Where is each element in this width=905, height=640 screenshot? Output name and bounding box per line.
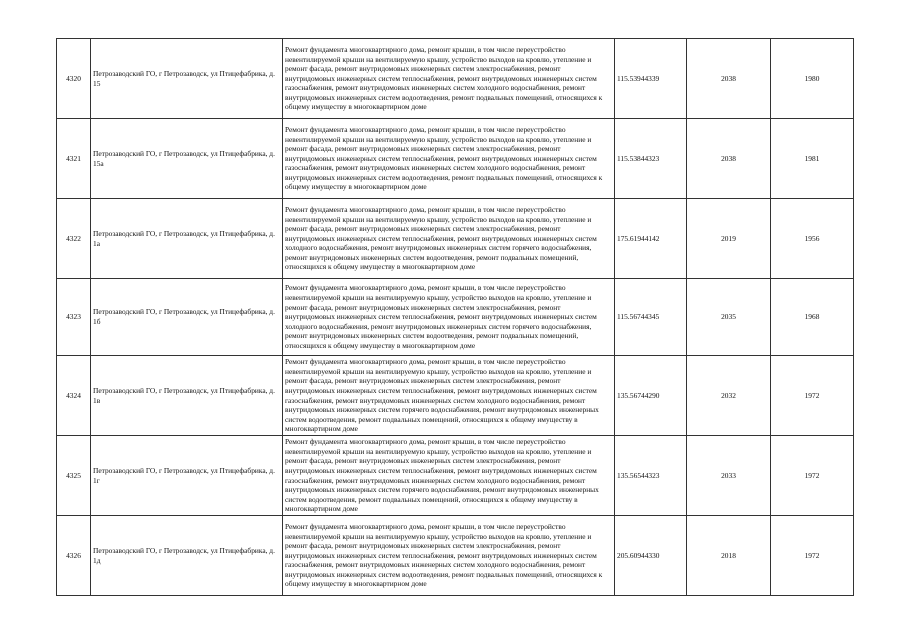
built-year-cell: 1972 (771, 436, 854, 516)
built-year-cell: 1972 (771, 516, 854, 596)
table-row (57, 199, 854, 279)
code-cell: 115.53844323 (615, 119, 687, 199)
address-cell: Петрозаводский ГО, г Петрозаводск, ул Птицефабрика, д. 1б (91, 279, 283, 356)
capital-repair-table (56, 38, 854, 596)
works-cell: Ремонт фундамента многоквартирного дома, ремонт крыши, в том числе переустройство невентилируемой крыши на вентилируемую крышу, устройство выходов на кровлю, утепление и ремонт фасада, ремонт внутридомовых инженерных систем электроснабжения, ремонт внутридомовых инженерных систем теплоснабжения, ремонт внутридомовых инженерных систем холодного водоснабжения, ремонт внутридомовых инженерных систем горячего водоснабжения, ремонт внутридомовых инженерных систем водоотведения, ремонт подвальных помещений, относящихся к общему имуществу в многоквартирном доме (283, 279, 615, 356)
row-number: 4323 (57, 279, 91, 356)
row-number: 4321 (57, 119, 91, 199)
address-cell: Петрозаводский ГО, г Петрозаводск, ул Птицефабрика, д. 15 (91, 39, 283, 119)
address-cell: Петрозаводский ГО, г Петрозаводск, ул Птицефабрика, д. 15а (91, 119, 283, 199)
built-year-cell: 1981 (771, 119, 854, 199)
planned-year-cell: 2038 (687, 39, 771, 119)
planned-year-cell: 2035 (687, 279, 771, 356)
works-cell: Ремонт фундамента многоквартирного дома, ремонт крыши, в том числе переустройство невентилируемой крыши на вентилируемую крышу, устройство выходов на кровлю, утепление и ремонт фасада, ремонт внутридомовых инженерных систем электроснабжения, ремонт внутридомовых инженерных систем теплоснабжения, ремонт внутридомовых инженерных систем газоснабжения, ремонт внутридомовых инженерных систем холодного водоснабжения, ремонт внутридомовых инженерных систем водоотведения, ремонт подвальных помещений, относящихся к общему имуществу в многоквартирном доме (283, 516, 615, 596)
address-cell: Петрозаводский ГО, г Петрозаводск, ул Птицефабрика, д. 1д (91, 516, 283, 596)
code-cell: 175.61944142 (615, 199, 687, 279)
code-cell: 115.53944339 (615, 39, 687, 119)
row-number: 4326 (57, 516, 91, 596)
code-cell: 135.56544323 (615, 436, 687, 516)
built-year-cell: 1972 (771, 356, 854, 436)
table-row (57, 279, 854, 356)
works-cell: Ремонт фундамента многоквартирного дома, ремонт крыши, в том числе переустройство невентилируемой крыши на вентилируемую крышу, устройство выходов на кровлю, утепление и ремонт фасада, ремонт внутридомовых инженерных систем электроснабжения, ремонт внутридомовых инженерных систем теплоснабжения, ремонт внутридомовых инженерных систем газоснабжения, ремонт внутридомовых инженерных систем холодного водоснабжения, ремонт внутридомовых инженерных систем водоотведения, ремонт подвальных помещений, относящихся к общему имуществу в многоквартирном доме (283, 39, 615, 119)
works-cell: Ремонт фундамента многоквартирного дома, ремонт крыши, в том числе переустройство невентилируемой крыши на вентилируемую крышу, устройство выходов на кровлю, утепление и ремонт фасада, ремонт внутридомовых инженерных систем электроснабжения, ремонт внутридомовых инженерных систем теплоснабжения, ремонт внутридомовых инженерных систем газоснабжения, ремонт внутридомовых инженерных систем холодного водоснабжения, ремонт внутридомовых инженерных систем горячего водоснабжения, ремонт внутридомовых инженерных систем водоотведения, ремонт подвальных помещений, относящихся к общему имуществу в многоквартирном доме (283, 436, 615, 516)
table-row (57, 119, 854, 199)
address-cell: Петрозаводский ГО, г Петрозаводск, ул Птицефабрика, д. 1а (91, 199, 283, 279)
built-year-cell: 1968 (771, 279, 854, 356)
address-cell: Петрозаводский ГО, г Петрозаводск, ул Птицефабрика, д. 1в (91, 356, 283, 436)
row-number: 4320 (57, 39, 91, 119)
table-row (57, 356, 854, 436)
works-cell: Ремонт фундамента многоквартирного дома, ремонт крыши, в том числе переустройство невентилируемой крыши на вентилируемую крышу, устройство выходов на кровлю, утепление и ремонт фасада, ремонт внутридомовых инженерных систем электроснабжения, ремонт внутридомовых инженерных систем теплоснабжения, ремонт внутридомовых инженерных систем газоснабжения, ремонт внутридомовых инженерных систем холодного водоснабжения, ремонт внутридомовых инженерных систем горячего водоснабжения, ремонт внутридомовых инженерных систем водоотведения, ремонт подвальных помещений, относящихся к общему имуществу в многоквартирном доме (283, 356, 615, 436)
row-number: 4325 (57, 436, 91, 516)
planned-year-cell: 2019 (687, 199, 771, 279)
planned-year-cell: 2018 (687, 516, 771, 596)
built-year-cell: 1956 (771, 199, 854, 279)
works-cell: Ремонт фундамента многоквартирного дома, ремонт крыши, в том числе переустройство невентилируемой крыши на вентилируемую крышу, устройство выходов на кровлю, утепление и ремонт фасада, ремонт внутридомовых инженерных систем электроснабжения, ремонт внутридомовых инженерных систем теплоснабжения, ремонт внутридомовых инженерных систем газоснабжения, ремонт внутридомовых инженерных систем холодного водоснабжения, ремонт внутридомовых инженерных систем водоотведения, ремонт подвальных помещений, относящихся к общему имуществу в многоквартирном доме (283, 119, 615, 199)
table-row (57, 39, 854, 119)
table-row (57, 516, 854, 596)
planned-year-cell: 2038 (687, 119, 771, 199)
table-row (57, 436, 854, 516)
code-cell: 135.56744290 (615, 356, 687, 436)
planned-year-cell: 2033 (687, 436, 771, 516)
address-cell: Петрозаводский ГО, г Петрозаводск, ул Птицефабрика, д. 1г (91, 436, 283, 516)
code-cell: 205.60944330 (615, 516, 687, 596)
works-cell: Ремонт фундамента многоквартирного дома, ремонт крыши, в том числе переустройство невентилируемой крыши на вентилируемую крышу, устройство выходов на кровлю, утепление и ремонт фасада, ремонт внутридомовых инженерных систем электроснабжения, ремонт внутридомовых инженерных систем теплоснабжения, ремонт внутридомовых инженерных систем холодного водоснабжения, ремонт внутридомовых инженерных систем горячего водоснабжения, ремонт внутридомовых инженерных систем водоотведения, ремонт подвальных помещений, относящихся к общему имуществу в многоквартирном доме (283, 199, 615, 279)
built-year-cell: 1980 (771, 39, 854, 119)
code-cell: 115.56744345 (615, 279, 687, 356)
row-number: 4324 (57, 356, 91, 436)
row-number: 4322 (57, 199, 91, 279)
planned-year-cell: 2032 (687, 356, 771, 436)
